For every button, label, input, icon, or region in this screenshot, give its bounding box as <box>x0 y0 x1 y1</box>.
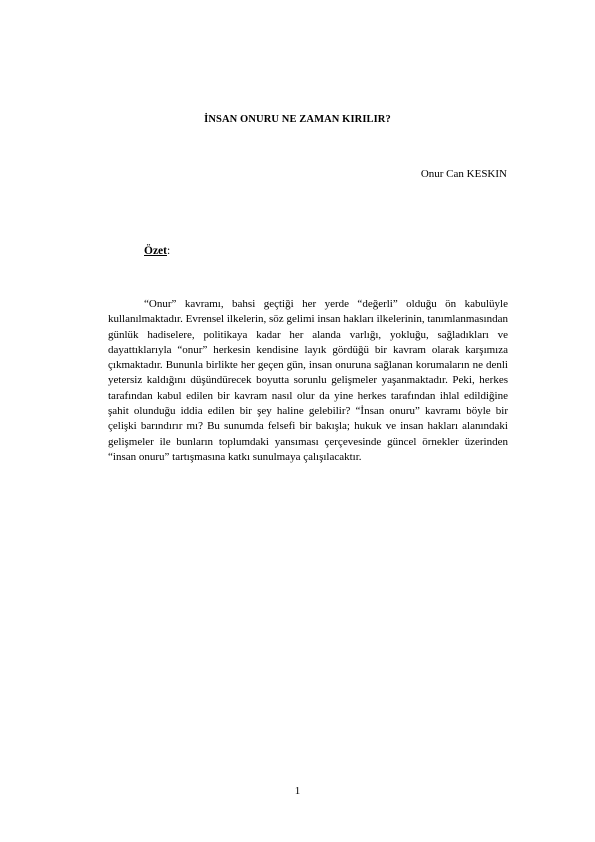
abstract-heading <box>144 245 170 257</box>
abstract-colon: : <box>166 245 171 257</box>
abstract-paragraph: “Onur” kavramı, bahsi geçtiği her yerde “değerli” olduğu ön kabulüyle kullanılmaktadır. Evrensel ilkelerin, söz gelimi insan hakları ilkelerinin, tanımlanmasından günlük hadiselere, politikaya kadar her alanda varlığı, yokluğu, sağladıkları ve dayattıklarıyla “onur” herkesin kendisine layık gördüğü bir kavram olarak karşımıza çıkmaktadır. Bununla birlikte her geçen gün, insan onuruna sağlanan korumaların ne denli yetersiz kaldığını düşündürecek boyutta sorunlu gelişmeler yaşanmaktadır. Peki, herkes tarafından kabul edilen bir kavram nasıl olur da yine herkes tarafından ihlal edildiğine şahit olunduğu iddia edilen bir şey haline gelebilir? “İnsan onuru” kavramı böyle bir çelişki barındırır mı? Bu sunumda felsefi bir bakışla; hukuk ve insan hakları alanındaki gelişmeler ile bunların toplumdaki yansıması çerçevesinde güncel örnekler üzerinden “insan onuru” tartışmasına katkı sunulmaya çalışılacaktır. <box>108 298 508 463</box>
abstract-label: Özet <box>144 245 167 257</box>
page-number: 1 <box>294 785 301 797</box>
author-name: Onur Can KESKIN <box>420 168 507 180</box>
document-title: İNSAN ONURU NE ZAMAN KIRILIR? <box>204 114 391 125</box>
